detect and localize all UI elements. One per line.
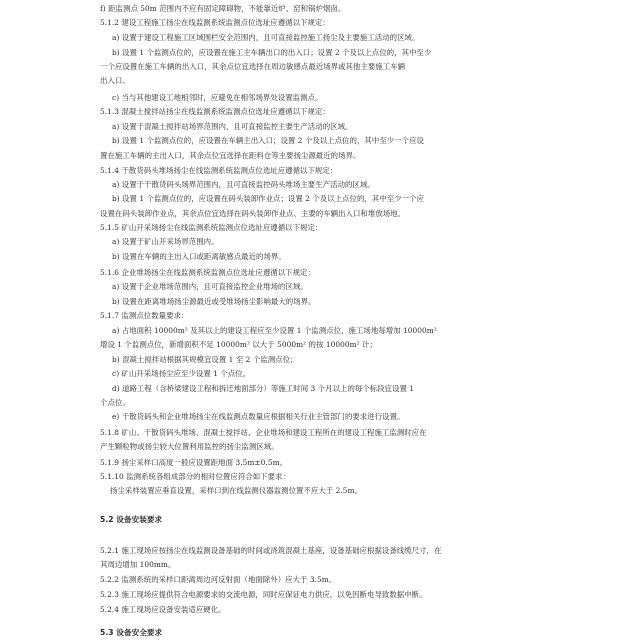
- text-line: 5.1.10 监测系统各组成部分的相对位置应符合如下要求：: [100, 472, 290, 481]
- text-line: 5.2.3 施工现场应提供符合电源要求的交流电源，同时应保证电力供应，以免因断电导致数据中断。: [100, 590, 427, 599]
- text-line: 增设 1 个监测点位，新增面积不足 10000m² 以大于 5000m² 的按 10000m² 计；: [100, 340, 377, 349]
- text-line: 5.1.6 企业堆场扬尘在线监测系统监测点位选址应遵循以下规定：: [100, 268, 315, 277]
- text-line: 其周边增加 100mm。: [100, 560, 176, 569]
- text-line: 5.1.2 建设工程施工扬尘在线监测系统监测点位选址应遵循以下规定：: [100, 18, 330, 27]
- text-line: b) 设置 1 个监测点位的，应设置在码头装卸作业点；设置 2 个及以上点位的，其中至少一个应: [112, 194, 424, 203]
- text-line: b) 设置在车辆的主出入口或距离敏感点最近的场界。: [112, 252, 286, 261]
- text-line: 一个应设置在施工车辆的出入口，其余点位宜选择在周边敏感点最近场界或其他主要施工车辆: [100, 62, 406, 71]
- text-line: b) 设置在距离堆场扬尘源最近或受堆场扬尘影响最大的场界。: [112, 297, 316, 306]
- text-line: 产生颗粒物或扬尘较大位置利用监控的扬尘监测区域。: [100, 442, 279, 451]
- text-line: c) 矿山开采场扬尘应至少设置 1 个点位。: [112, 369, 251, 378]
- text-line: f) 距监测点 50m 范围内不应有固定障碍物，不能靠近炉、窑和锅炉烟囱。: [100, 4, 346, 13]
- text-line: 5.1.7 监测点位数量要求：: [100, 311, 189, 320]
- text-line: c) 当与其他建设工地相邻时，应避免在相邻场界处设置监测点。: [112, 93, 323, 102]
- text-line: 5.1.3 混凝土搅拌站扬尘在线监测系统监测点位选址应遵循以下规定：: [100, 107, 330, 116]
- document-page: [100, 0, 528, 642]
- text-line: d) 道路工程（含桥梁建设工程和拆迁地面部分）等施工时间 3 个月以上的每个标段宜设置 1: [112, 384, 415, 393]
- text-line: a) 设置于建设工程施工区域围栏安全范围内，且可直接监控施工扬尘及主要施工活动的区域。: [112, 33, 420, 42]
- text-line: a) 设置于混凝土搅拌站场界范围内，且可直接监控主要生产活动的区域。: [112, 122, 353, 131]
- text-line: b) 混凝土搅拌站根据其规模宜设置 1 至 2 个监测点位；: [112, 355, 298, 364]
- text-line: a) 设置于矿山开采场界范围内。: [112, 237, 219, 246]
- text-line: 出入口。: [100, 76, 130, 85]
- text-line: a) 设置于干散货码头场界范围内，且可直接监控码头堆场主要生产活动的区域。: [112, 180, 375, 189]
- text-line: 置在施工车辆的主出入口，其余点位宜选择在距料仓等主要扬尘源最近的场界。: [100, 151, 361, 160]
- text-line: a) 设置于企业堆场范围内，且可直接监控企业堆场的区域。: [112, 282, 308, 291]
- text-line: b) 设置 1 个监测点位的，应设置在施工主车辆出口的出入口；设置 2 个及以上点位的，其中至少: [112, 48, 432, 57]
- text-line: 5.1.8 矿山、干散货码头堆场、混凝土搅拌站、企业堆场和建设工程所在的建设工程施工监测时应在: [100, 428, 427, 437]
- text-line: 5.1.5 矿山开采场扬尘在线监测系统监测点位选址应遵循以下规定：: [100, 223, 323, 232]
- text-line: a) 占地面积 10000m² 及其以上的建设工程应至少设置 1 个监测点位，施工场地每增加 10000m²: [112, 326, 437, 335]
- text-line: e) 干散货码头和企业堆场扬尘在线监测点数量应根据相关行业主管部门的要求进行设置。: [112, 412, 405, 421]
- text-line: 扬尘采样装置应垂直设置，采样口到在线监测仪器监测位置不应大于 2.5m。: [110, 486, 363, 495]
- section-heading: 5.2 设备安装要求: [100, 515, 163, 524]
- text-line: 5.1.9 扬尘采样口高度一般应设置距地面 3.5m±0.5m。: [100, 458, 288, 467]
- text-line: 5.1.4 干散货码头堆场扬尘在线监测系统监测点位选址应遵循以下规定：: [100, 166, 338, 175]
- text-line: b) 设置 1 个监测点位的，应设置在车辆主出入口；设置 2 个及以上点位的，其中至少一个应设: [112, 136, 424, 145]
- text-line: 5.2.2 监测系统的采样口距离周边河反射面（地面除外）应大于 3.5m。: [100, 575, 337, 584]
- text-line: 5.2.4 施工现场应设备安装适应硬化。: [100, 605, 226, 614]
- text-line: 5.2.1 施工现场应按扬尘在线监测设备基础的时间或浇筑混凝土基座，设备基础应根据设备线缆尺寸，在: [100, 546, 442, 555]
- section-heading: 5.3 设备安全要求: [100, 628, 163, 637]
- text-line: 设置在码头装卸作业点，其余点位宜选择在码头装卸作业点、主要的车辆出入口和堆放场地。: [100, 209, 406, 218]
- text-line: 个点位。: [100, 398, 130, 407]
